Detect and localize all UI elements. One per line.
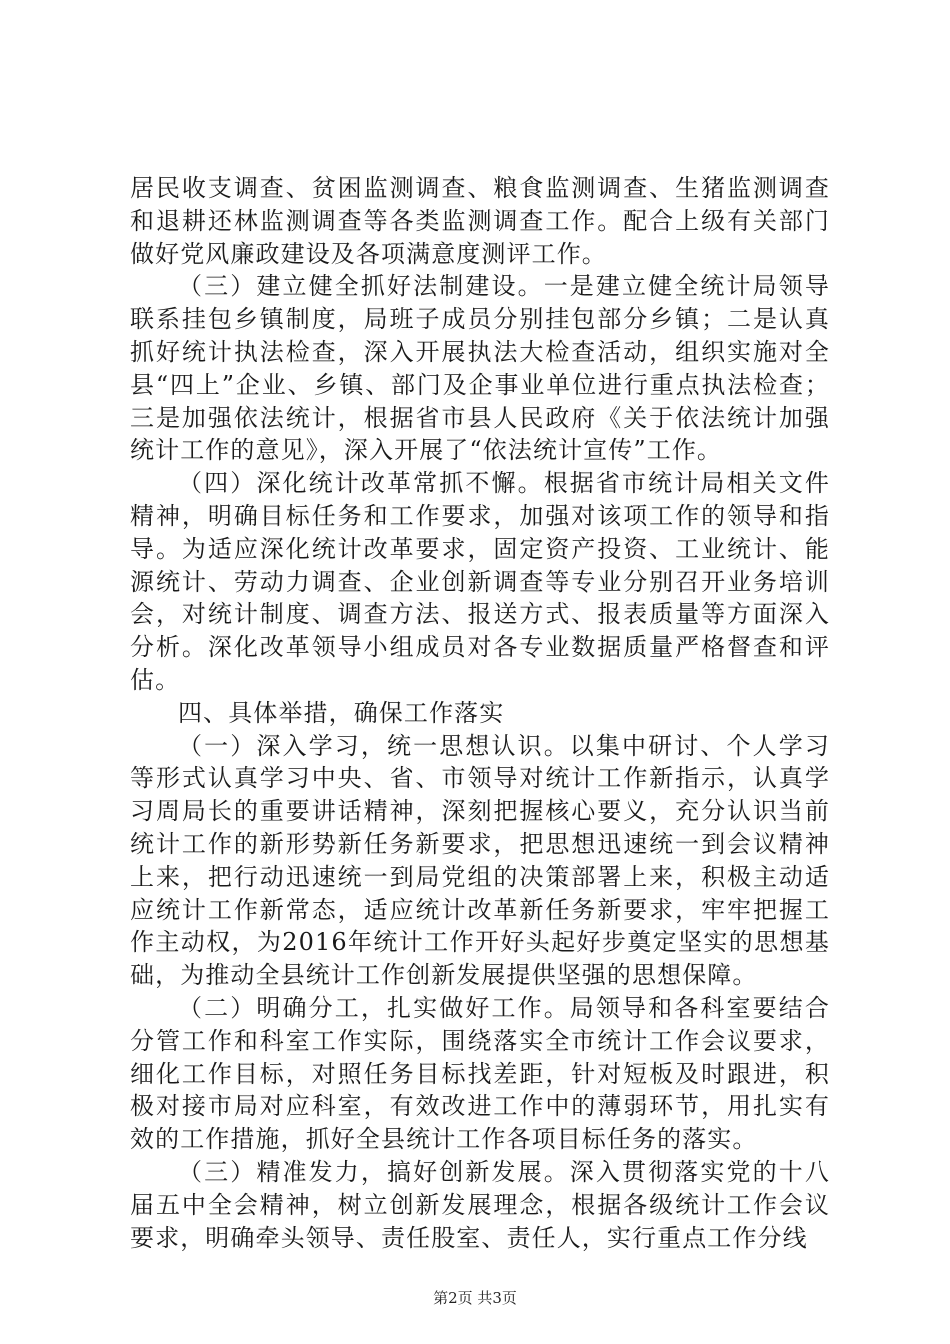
paragraph-5: （一）深入学习，统一思想认识。以集中研讨、个人学习等形式认真学习中央、省、市领导对统计工作新指示，认真学习周局长的重要讲话精神，深刻把握核心要义，充分认识当前统计工作的新形势新任务新要求，把思想迅速统一到会议精神上来，把行动迅速统一到局党组的决策部署上来，积极主动适应统计工作新常态，适应统计改革新任务新要求，牢牢把握工作主动权，为2016年统计工作开好头起好步奠定坚实的思想基础，为推动全县统计工作创新发展提供坚强的思想保障。 [130,731,830,990]
paragraph-7: （三）精准发力，搞好创新发展。深入贯彻落实党的十八届五中全会精神，树立创新发展理念，根据各级统计工作会议要求，明确牵头领导、责任股室、责任人，实行重点工作分线 [130,1157,830,1252]
paragraph-6: （二）明确分工，扎实做好工作。局领导和各科室要结合分管工作和科室工作实际，围绕落实全市统计工作会议要求，细化工作目标，对照任务目标找差距，针对短板及时跟进，积极对接市局对应科室，有效改进工作中的薄弱环节，用扎实有效的工作措施，抓好全县统计工作各项目标任务的落实。 [130,993,830,1154]
page-footer: 第2页 共3页 [433,1289,517,1307]
paragraph-1: 居民收支调查、贫困监测调查、粮食监测调查、生猪监测调查和退耕还林监测调查等各类监测调查工作。配合上级有关部门做好党风廉政建设及各项满意度测评工作。 [130,174,830,268]
paragraph-3: （四）深化统计改革常抓不懈。根据省市统计局相关文件精神，明确目标任务和工作要求，加强对该项工作的领导和指导。为适应深化统计改革要求，固定资产投资、工业统计、能源统计、劳动力调查、企业创新调查等专业分别召开业务培训会，对统计制度、调查方法、报送方式、报表质量等方面深入分析。深化改革领导小组成员对各专业数据质量严格督查和评估。 [130,469,830,694]
section-heading-4: 四、具体举措，确保工作落实 [178,698,505,727]
paragraph-2: （三）建立健全抓好法制建设。一是建立健全统计局领导联系挂包乡镇制度，局班子成员分别挂包部分乡镇；二是认真抓好统计执法检查，深入开展执法大检查活动，组织实施对全县“四上”企业、乡镇、部门及企事业单位进行重点执法检查；三是加强依法统计，根据省市县人民政府《关于依法统计加强统计工作的意见》，深入开展了“依法统计宣传”工作。 [130,272,830,465]
document-body [130,172,830,1254]
